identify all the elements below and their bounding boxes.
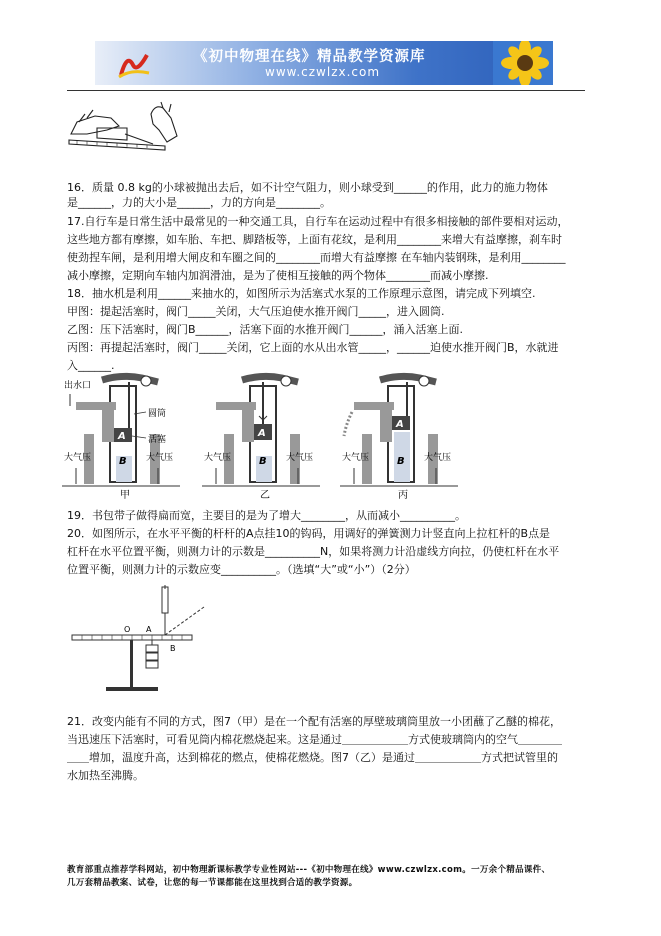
question-18-line-3: 乙图：压下活塞时，阀门B______，活塞下面的水推开阀门______，涌入活塞上面. bbox=[67, 323, 464, 336]
question-21-line-2: 当迅速压下活塞时，可看见筒内棉花燃烧起来。这是通过＿＿＿＿＿＿方式使玻璃筒内的空气＿＿＿＿ bbox=[67, 733, 562, 746]
pump-bing-label-b: B bbox=[397, 456, 405, 467]
pump-yi-label-a: A bbox=[258, 428, 266, 439]
lever-diagram bbox=[66, 585, 226, 700]
header-banner bbox=[95, 41, 553, 85]
sunflower-icon bbox=[493, 41, 553, 85]
hand-pulling-illustration bbox=[67, 100, 187, 158]
pump-jia-atm-right: 大气压 bbox=[146, 453, 174, 463]
pump-jia-caption: 甲 bbox=[120, 490, 130, 501]
question-20-line-1: 20．如图所示，在水平平衡的杆杆的A点挂10的钩码，用调好的弹簧测力计竖直向上拉杠杆的B点是 bbox=[67, 527, 551, 540]
question-19: 19．书包带子做得扁而宽，主要目的是为了增大________，从而减小__________。 bbox=[67, 509, 466, 522]
pump-yi-caption: 乙 bbox=[260, 490, 270, 501]
pump-piston-label: 活塞 bbox=[148, 435, 167, 445]
question-18-line-4: 丙图：再提起活塞时，阀门_____关闭，它上面的水从出水管_____，______迫使水推开阀门B，水就进 bbox=[67, 341, 559, 354]
pump-bing-caption: 丙 bbox=[398, 490, 408, 501]
lever-label-a: A bbox=[146, 625, 152, 634]
question-21-line-3: ＿＿增加，温度升高，达到棉花的燃点，使棉花燃烧。图7（乙）是通过＿＿＿＿＿＿方式把试管里的 bbox=[67, 751, 558, 764]
pump-yi-label-b: B bbox=[259, 456, 267, 467]
pump-jia-label-b: B bbox=[119, 456, 127, 467]
lever-label-o: O bbox=[124, 625, 131, 634]
question-18-line-2: 甲图：提起活塞时，阀门_____关闭，大气压迫使水推开阀门_____，进入圆筒. bbox=[67, 305, 445, 318]
banner-title: 《初中物理在线》精品教学资源库 bbox=[193, 49, 426, 65]
pump-cylinder-label: 圆筒 bbox=[148, 409, 167, 419]
question-20-line-3: 位置平衡，则测力计的示数应变__________。（选填“大”或“小”）（2分） bbox=[67, 563, 416, 576]
pump-outlet-label: 出水口 bbox=[64, 381, 92, 391]
pump-bing bbox=[340, 376, 458, 501]
lever-label-b: B bbox=[170, 644, 176, 653]
question-16-line-2: 是______，力的大小是______，力的方向是________。 bbox=[67, 196, 331, 209]
question-18-line-5: 入______. bbox=[67, 359, 115, 372]
site-logo-icon bbox=[117, 49, 151, 79]
question-21-line-4: 水加热至沸腾。 bbox=[67, 769, 144, 782]
pump-diagram bbox=[62, 372, 462, 504]
pump-bing-atm-right: 大气压 bbox=[424, 453, 452, 463]
question-17-line-2: 这些地方都有摩擦，如车胎、车把、脚踏板等，上面有花纹，是利用________来增大有益摩擦，刹车时 bbox=[67, 233, 562, 246]
pump-jia-label-a: A bbox=[118, 431, 126, 442]
banner-url: www.czwlzx.com bbox=[265, 65, 381, 79]
question-20-line-2: 杠杆在水平位置平衡，则测力计的示数是__________N，如果将测力计沿虚线方向拉，仍使杠杆在水平 bbox=[67, 545, 560, 558]
pump-yi-atm-left: 大气压 bbox=[204, 453, 232, 463]
pump-yi bbox=[202, 376, 320, 501]
pump-yi-atm-right: 大气压 bbox=[286, 453, 314, 463]
question-17-line-4: 减小摩擦，定期向车轴内加润滑油，是为了使相互接触的两个物体________而减小摩擦. bbox=[67, 269, 489, 282]
question-17-line-1: 17.自行车是日常生活中最常见的一种交通工具，自行车在运动过程中有很多相接触的部件要相对运动， bbox=[67, 215, 569, 228]
pump-jia bbox=[62, 376, 180, 501]
question-18-line-1: 18．抽水机是利用______来抽水的，如图所示为活塞式水泵的工作原理示意图，请完成下列填空. bbox=[67, 287, 536, 300]
pump-bing-label-a: A bbox=[396, 419, 404, 430]
pump-jia-atm-left: 大气压 bbox=[64, 453, 92, 463]
footer-line-1: 教育部重点推荐学科网站，初中物理新课标教学专业性网站---《初中物理在线》www.czwlzx.com。一万余个精品课件、 bbox=[67, 865, 551, 875]
question-17-line-3: 使劲捏车闸，是利用增大闸皮和车圈之间的________而增大有益摩擦 在车轴内装钢珠，是利用________ bbox=[67, 251, 566, 264]
header-rule bbox=[67, 90, 585, 91]
pump-bing-atm-left: 大气压 bbox=[342, 453, 370, 463]
question-16-line-1: 16．质量 0.8 kg的小球被抛出去后，如不计空气阻力，则小球受到______的作用，此力的施力物体 bbox=[67, 181, 548, 194]
question-21-line-1: 21．改变内能有不同的方式，图7（甲）是在一个配有活塞的厚壁玻璃筒里放一小团蘸了乙醚的棉花， bbox=[67, 715, 561, 728]
footer-line-2: 几万套精品教案、试卷，让您的每一节课都能在这里找到合适的教学资源。 bbox=[67, 878, 358, 888]
